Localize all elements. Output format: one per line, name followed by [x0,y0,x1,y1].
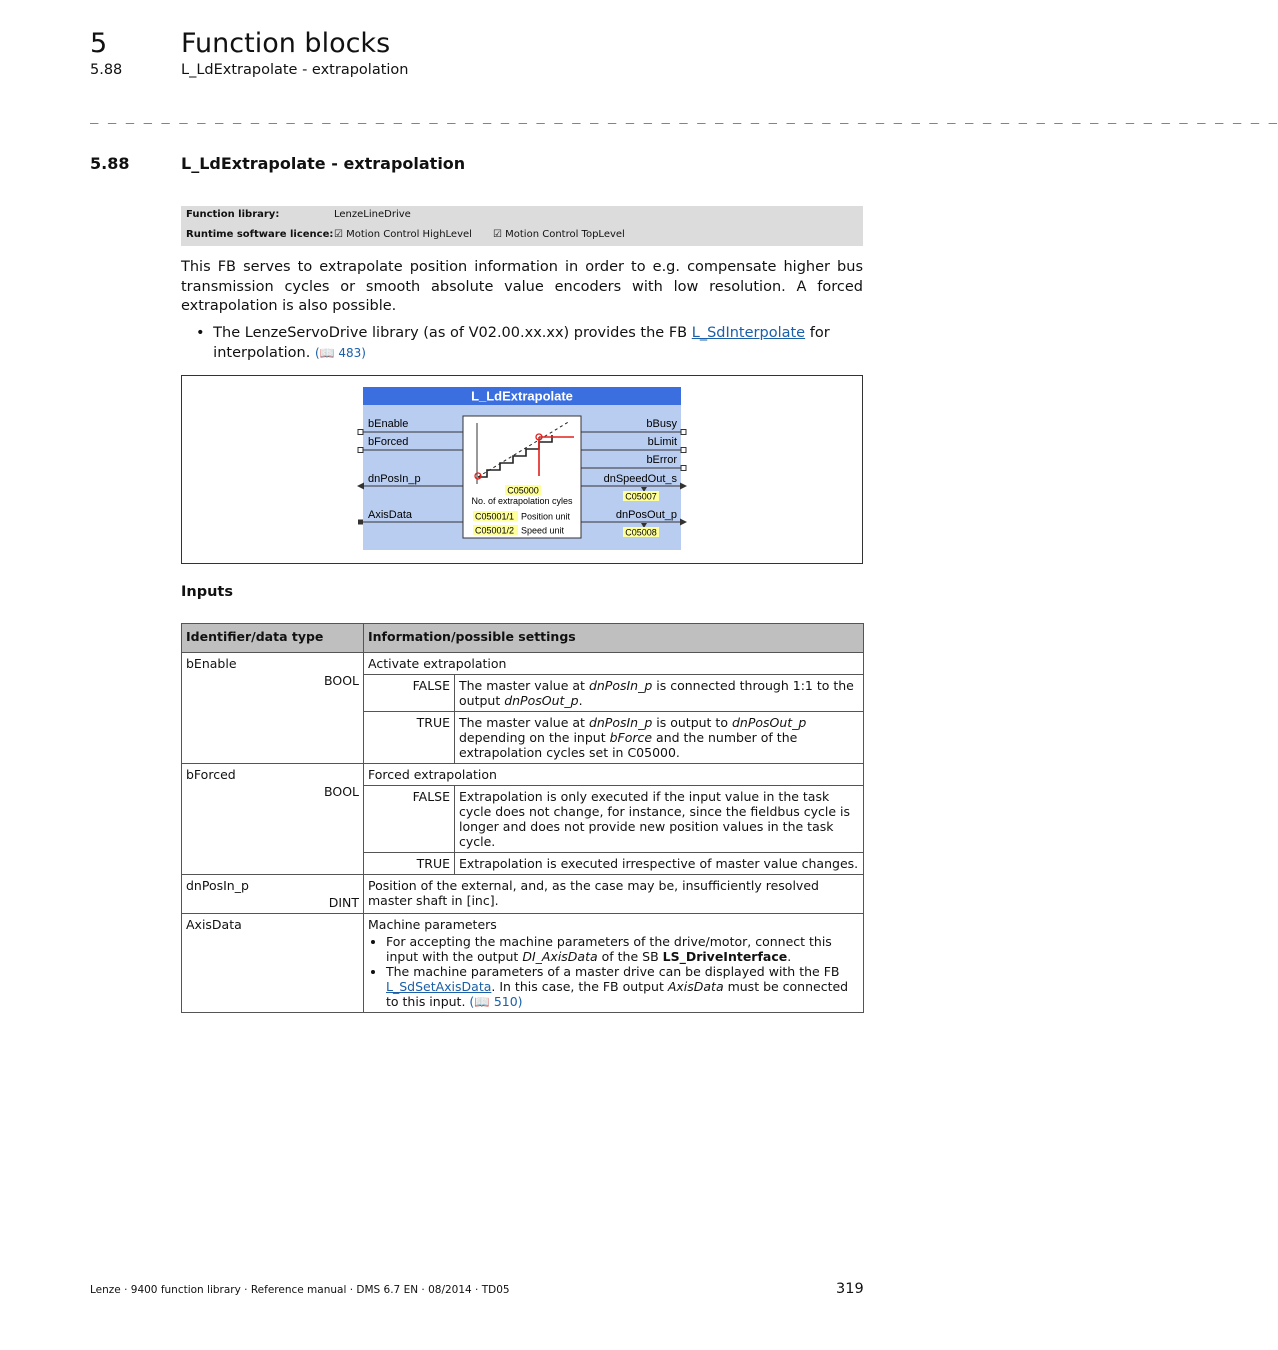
input-connector-benable [358,430,363,435]
input-connector-bforced [358,448,363,453]
row-id-cell [182,653,364,764]
heading-number: 5.88 [90,154,130,173]
value-subtable [364,785,863,874]
value-row-true [364,712,863,764]
output-label-bbusy: bBusy [646,418,677,430]
inputs-table [181,623,864,1013]
value-key: TRUE [364,853,455,875]
code-c05000: C05000 [507,485,539,496]
page-ref-483[interactable]: (📖 483) [314,345,366,360]
table-row [182,764,864,875]
output-label-dnspeedout: dnSpeedOut_s [603,473,677,485]
sdinterpolate-link[interactable]: L_SdInterpolate [691,325,806,341]
col-information: Information/possible settings [364,624,864,653]
block-title: L_LdExtrapolate [471,388,573,404]
row-identifier: bForced [186,767,236,782]
list-item: • For accepting the machine parameters of the drive/motor, connect this input with the output DI_AxisData of the SB LS_DriveInterface. [386,934,859,964]
value-key: FALSE [364,675,455,712]
code-c05001-1-text: Position unit [521,511,571,522]
row-id-cell [182,914,364,1013]
value-row-true [364,853,863,875]
row-info-cell [364,914,864,1013]
chapter-title: Function blocks [181,28,391,59]
value-desc: The master value at dnPosIn_p is connected through 1:1 to the output dnPosOut_p. [455,675,864,712]
col-identifier: Identifier/data type [182,624,364,653]
heading-title: L_LdExtrapolate - extrapolation [181,154,466,173]
footer-text: Lenze · 9400 function library · Reference manual · DMS 6.7 EN · 08/2014 · TD05 [90,1284,510,1296]
code-c05001-1: C05001/1 [475,511,515,522]
licence-highlevel: ☑ Motion Control HighLevel [334,229,472,240]
value-key: FALSE [364,786,455,853]
table-header-row [182,624,864,653]
output-arrow-dnposout [680,519,687,526]
library-label: Function library: [186,209,280,220]
code-c05000-text: No. of extrapolation cyles [471,496,573,506]
code-c05007: C05007 [625,491,657,502]
value-key: TRUE [364,712,455,764]
row-identifier: AxisData [186,917,242,932]
output-connector-bbusy [681,430,686,435]
value-desc: The master value at dnPosIn_p is output to dnPosOut_p depending on the input bForce and the number of the extrapolation cycles set in C05000. [455,712,864,764]
bullet-mark: • [196,325,205,341]
input-label-axisdata: AxisData [368,509,413,521]
row-info-cell [364,653,864,764]
chapter-number: 5 [90,28,108,59]
page-ref-510[interactable]: (📖 510) [469,994,523,1009]
table-row [182,914,864,1013]
output-connector-blimit [681,448,686,453]
note-text-after: for interpolation. [213,325,830,361]
licence-label: Runtime software licence: [186,229,334,240]
function-block-diagram [182,376,862,563]
header-separator: _ _ _ _ _ _ _ _ _ _ _ _ _ _ _ _ _ _ _ _ _ _ _ _ _ _ _ _ _ _ _ _ _ _ _ _ _ _ _ _ _ _ _ _ _ _ _ _ _ _ _ _ _ _ _ _ _ _ _ _ _ _ _ _ _ _ _ [90,108,1278,124]
code-c05008: C05008 [625,527,657,538]
row-info: Activate extrapolation [368,656,507,671]
library-value: LenzeLineDrive [334,209,411,220]
section-number: 5.88 [90,62,123,78]
input-label-dnposin: dnPosIn_p [368,473,421,485]
output-label-berror: bError [646,454,677,466]
value-subtable [364,674,863,763]
row-info: Position of the external, and, as the case may be, insufficiently resolved master shaft in [inc]. [364,875,864,914]
row-identifier: dnPosIn_p [186,878,249,893]
value-desc: Extrapolation is executed irrespective of master value changes. [455,853,864,875]
function-block-diagram-frame [181,375,863,564]
code-c05001-2: C05001/2 [475,525,515,536]
row-type: BOOL [324,784,359,799]
row-identifier: bEnable [186,656,237,671]
section-title: L_LdExtrapolate - extrapolation [181,62,409,78]
intro-paragraph: This FB serves to extrapolate position information in order to e.g. compensate higher bus transmission cycles or smooth absolute value encoders with low resolution. A forced extrapolation is also possible. [181,259,863,314]
input-label-benable: bEnable [368,418,409,430]
axisdata-list [368,934,859,1009]
row-type: BOOL [324,673,359,688]
output-arrow-dnspeedout [680,483,687,490]
output-label-blimit: bLimit [647,436,677,448]
input-label-bforced: bForced [368,436,409,448]
input-connector-axisdata [358,520,363,525]
output-connector-berror [681,466,686,471]
table-row [182,875,864,914]
input-arrow-dnposin [357,483,364,490]
row-info: Machine parameters [368,917,497,932]
library-info-box [181,206,863,246]
code-c05001-2-text: Speed unit [521,525,565,536]
value-desc: Extrapolation is only executed if the input value in the task cycle does not change, for instance, since the fieldbus cycle is longer and does not provide new position values in the task cycle. [455,786,864,853]
sdsetaxisdata-link[interactable]: L_SdSetAxisData [386,979,492,994]
row-type: DINT [328,895,359,910]
page-number: 319 [836,1281,864,1297]
table-row [182,653,864,764]
note-text: The LenzeServoDrive library (as of V02.00.xx.xx) provides the FB [213,325,692,341]
value-row-false [364,675,863,712]
list-item: • The machine parameters of a master drive can be displayed with the FB L_SdSetAxisData. In this case, the FB output AxisData must be connected to this input. (📖 510) [386,964,859,1009]
row-info: Forced extrapolation [368,767,497,782]
licence-toplevel: ☑ Motion Control TopLevel [493,229,625,240]
value-row-false [364,786,863,853]
row-info-cell [364,764,864,875]
row-id-cell [182,875,364,914]
output-label-dnposout: dnPosOut_p [615,509,677,521]
note-bullet [196,324,863,363]
row-id-cell [182,764,364,875]
inputs-heading: Inputs [181,584,233,600]
